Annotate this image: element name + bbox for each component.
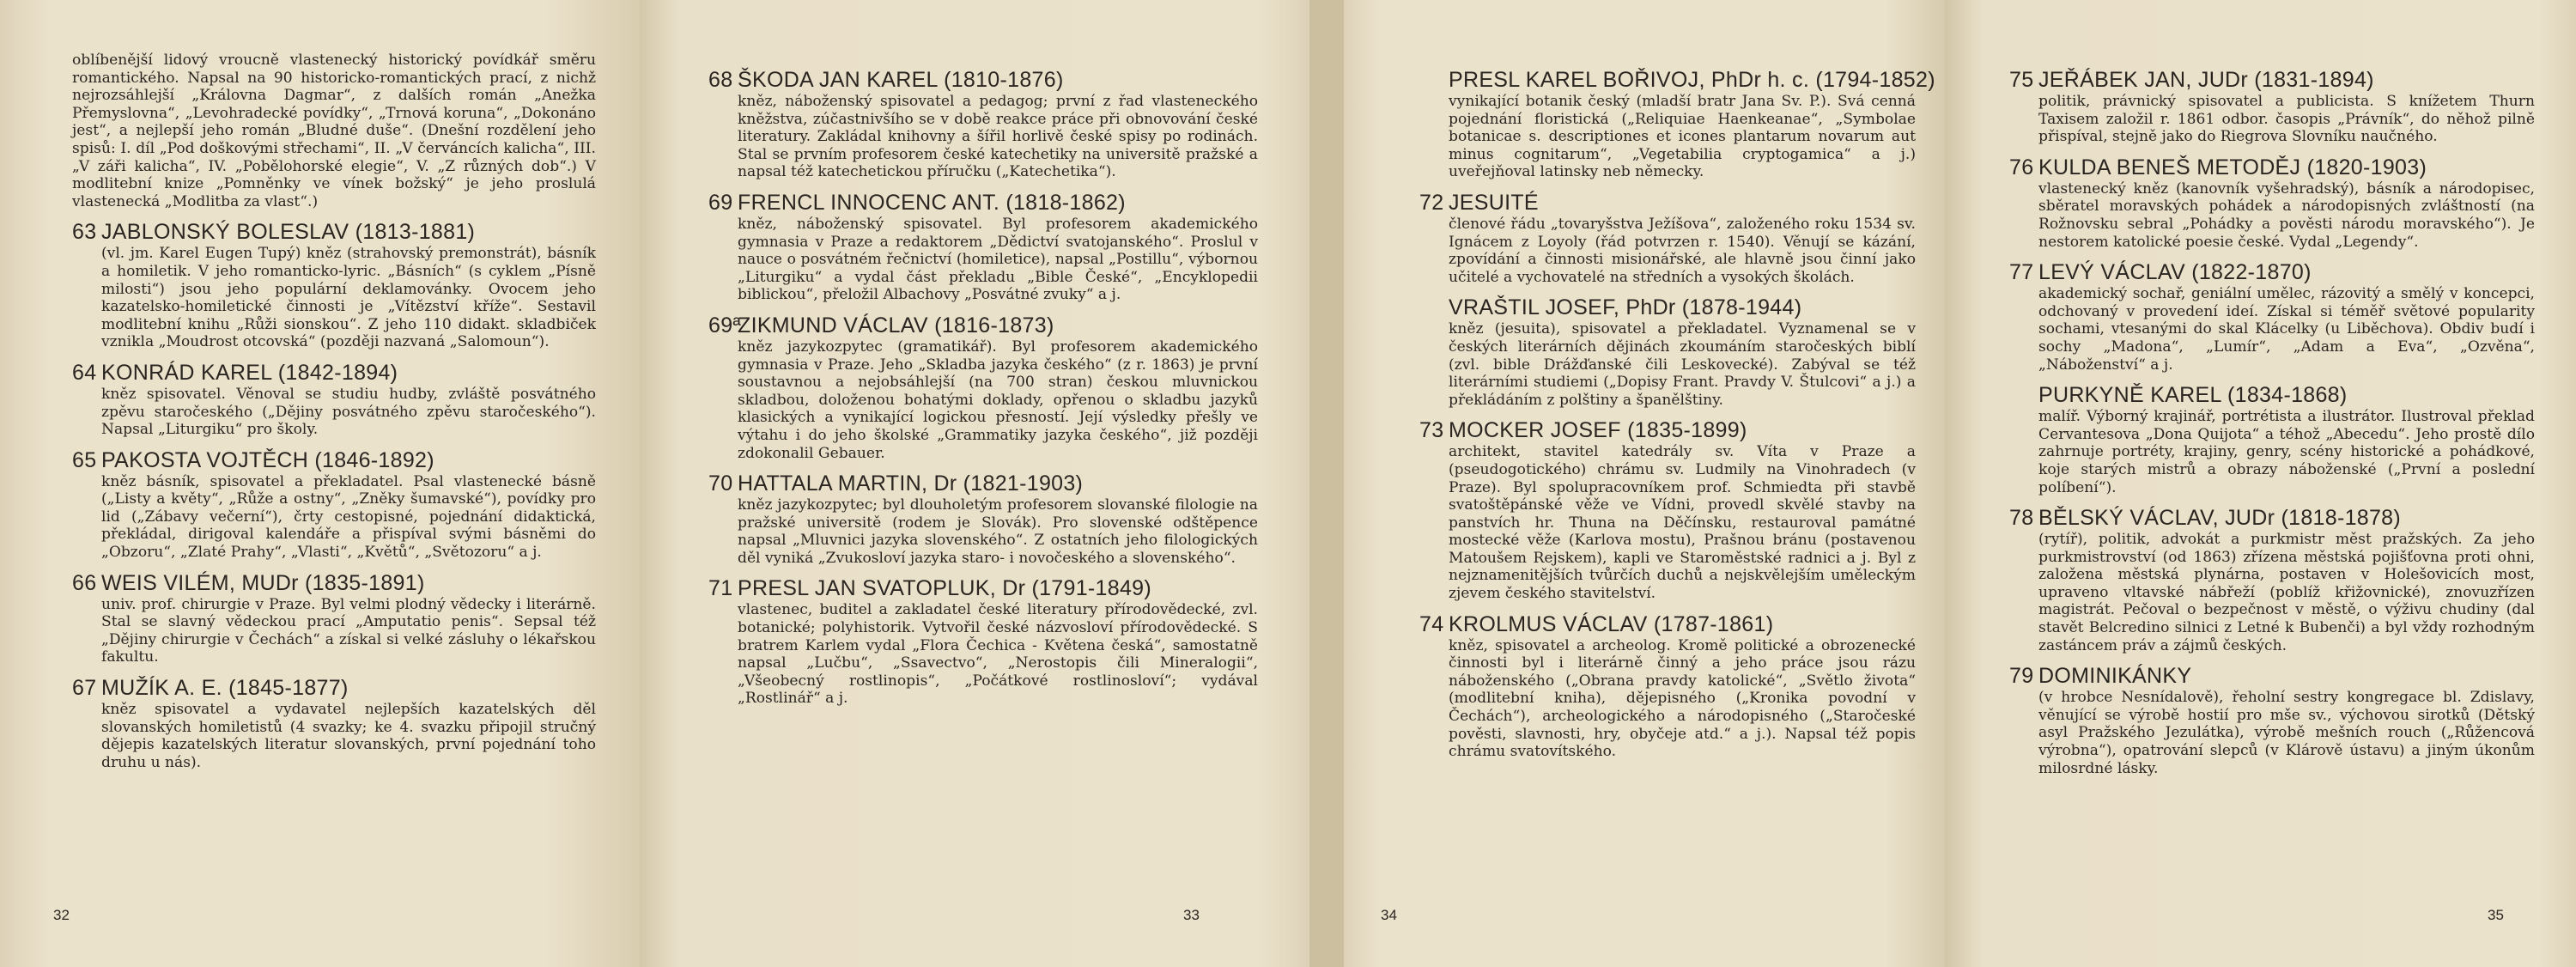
entry bbox=[1419, 611, 1916, 761]
entry-name: FRENCL INNOCENC ANT. (1818-1862) bbox=[738, 190, 1126, 215]
entry-number: 68 bbox=[708, 68, 733, 92]
entry bbox=[72, 675, 596, 771]
entry-text: politik, právnický spisovatel a publicista. S knížetem Thurn Taxisem založil r. 1861 odbor. časopis „Právník“, do něhož pilně přispíval, stejně jako do Riegrova Slovníku naučného. bbox=[2038, 93, 2535, 146]
entry-number: 79 bbox=[2009, 664, 2034, 689]
entry-number: 73 bbox=[1419, 418, 1444, 443]
entry-text: kněz spisovatel a vydavatel nejlepších kazatelských děl slovanských homiletistů (4 svazky; ke 4. svazku připojil stručný dějepis kazatelských literatur slovanských, první pojednání toho druhu u nás). bbox=[101, 701, 596, 771]
entry-name: JESUITÉ bbox=[1449, 190, 1539, 215]
entry-heading bbox=[2009, 155, 2535, 180]
entry-heading bbox=[1419, 611, 1916, 637]
entry-heading bbox=[2009, 663, 2535, 689]
entry-text: (v hrobce Nesnídalově), řeholní sestry kongregace bl. Zdislavy, věnující se výrobě hostií pro mše sv., výchovou sirotků (Dětský asyl Pražského Jezulátka), výrobě mešních rouch („Růžencová výrobna“), opatrování slepců (v Klárově ústavu) a jiným úkonům milosrdné lásky. bbox=[2038, 689, 2535, 777]
entry-heading bbox=[2009, 382, 2535, 408]
entry-name: VRAŠTIL JOSEF, PhDr (1878-1944) bbox=[1449, 295, 1802, 320]
page-number: 33 bbox=[1183, 907, 1200, 923]
entry-number: 65 bbox=[72, 447, 97, 472]
entry bbox=[2009, 259, 2535, 374]
entry-number: 77 bbox=[2009, 260, 2034, 285]
entry-heading bbox=[1419, 295, 1916, 320]
entry-heading bbox=[2009, 67, 2535, 93]
entry-heading bbox=[72, 447, 596, 473]
entry-number: 71 bbox=[708, 576, 733, 601]
page-35 bbox=[1945, 0, 2576, 967]
entry-text: kněz, spisovatel a archeolog. Kromě politické a obrozenecké činnosti byl i literárně činný a jeho práce jsou rázu náboženského („Obrana pravdy katolické“, „Světlo života“ (modlitební kniha), dějepisného („Kronika povodní v Čechách“), archeologického a národopisného („Staročeské pověsti, slavnosti, hry, obyčeje atd.“ a j.). Napsal též popis chrámu svatovítského. bbox=[1449, 636, 1916, 761]
entry-number: 70 bbox=[708, 471, 733, 496]
entry-text: vlastenecký kněz (kanovník vyšehradský), básník a národopisec, sběratel moravských pohádek a národopisných zvláštností (na Rožnovsku sebral „Pohádky a pověsti národu moravského“). Je nestorem katolické poesie české. Vydal „Legendy“. bbox=[2038, 179, 2535, 251]
page-number: 34 bbox=[1381, 907, 1397, 923]
entry-heading bbox=[708, 313, 1258, 338]
page-number: 35 bbox=[2488, 907, 2504, 923]
entry-heading bbox=[1419, 190, 1916, 216]
entry-name: BĚLSKÝ VÁCLAV, JUDr (1818-1878) bbox=[2038, 506, 2402, 531]
entry-text: kněz, náboženský spisovatel. Byl profesorem akademického gymnasia v Praze a redaktorem „Dědictví svatojanského“. Proslul v nauce o posvátném řečnictví (homiletice), napsal „Postillu“, výbornou „Liturgiku“ a vydal část překladu „Bible České“, „Encyklopedii biblickou“, přeložil Albachovy „Posvátné zvuky“ a j. bbox=[738, 215, 1258, 304]
entry-name: PAKOSTA VOJTĚCH (1846-1892) bbox=[101, 447, 434, 472]
entry-name: ŠKODA JAN KAREL (1810-1876) bbox=[738, 68, 1064, 92]
entry bbox=[708, 190, 1258, 304]
entry bbox=[708, 471, 1258, 567]
entry-text: kněz jazykozpytec (gramatikář). Byl profesorem akademického gymnasia v Praze. Jeho „Skladba jazyka českého“ (z r. 1863) je první soustavnou a nejobsáhlejší (na 700 stran) českou mluvnickou skladbou, doloženou bohatými doklady, opřenou o skladbu jazyků klasických a vynikající logickou přesností. Její výsledky přešly ve výtahu i do jeho školské „Grammatiky jazyka českého“, již později zdokonalil Gebauer. bbox=[738, 338, 1258, 462]
entry-name: JEŘÁBEK JAN, JUDr (1831-1894) bbox=[2038, 68, 2374, 92]
page-number: 32 bbox=[53, 907, 70, 923]
page-34 bbox=[1344, 0, 1945, 967]
entry bbox=[2009, 505, 2535, 654]
page-32 bbox=[0, 0, 640, 967]
entry-heading bbox=[72, 570, 596, 596]
entry-heading bbox=[1419, 417, 1916, 443]
entry-text: vlastenec, buditel a zakladatel české literatury přírodovědecké, zvl. botanické; polyhistorik. Vytvořil české názvosloví přírodovědecké. S bratrem Karlem vydal „Flora Čechica - Květena česká“, samostatně napsal „Lučbu“, „Ssavectvo“, „Nerostopis čili Mineralogii“, „Všeobecný rostlinopis“, „Počátkové rostlinosloví“; vydával „Rostlinář“ a j. bbox=[738, 601, 1258, 708]
entry bbox=[1419, 190, 1916, 286]
entry-heading bbox=[72, 219, 596, 245]
entry-number: 78 bbox=[2009, 506, 2034, 531]
entry-text: architekt, stavitel katedrály sv. Víta v Praze a (pseudogotického) chrámu sv. Ludmily na Vinohradech (v Praze). Byl spolupracovníkem prof. Schmiedta při stavbě svatoštěpánské věže ve Vídni, provedl skvělé stavby na panstvích hr. Thuna na Děčínsku, restauroval památné mostecké věže (Karlova mostu), Prašnou bránu (postavenou Matoušem Rejskem), kapli ve Staroměstské radnici a j. Byl z nejznamenitějších tvůrčích duchů a nejskvělejším uměleckým zjevem českého stavitelství. bbox=[1449, 443, 1916, 603]
entry-text: (vl. jm. Karel Eugen Tupý) kněz (strahovský premonstrát), básník a homiletik. V jeho romanticko-lyric. „Básních“ (s cyklem „Písně milosti“) jsou jeho populární deklamovánky. Ovocem jeho kazatelsko-homiletické činnosti je „Vítězství kříže“. Sestavil modlitební knihu „Růži sionskou“. Z jeho 110 didakt. skladbiček vznikla „Moudrost otcovská“ (později nazvaná „Salomoun“). bbox=[101, 245, 596, 351]
entry-number: 69 bbox=[708, 190, 733, 215]
entry bbox=[708, 575, 1258, 708]
entry-name: ZIKMUND VÁCLAV (1816-1873) bbox=[738, 313, 1054, 338]
entry bbox=[72, 447, 596, 562]
entry-number: 69ª bbox=[708, 313, 741, 338]
entry-text: oblíbenější lidový vroucně vlastenecký historický povídkář směru romantického. Napsal na 90 historicko-romantických prací, z nichž nejrozsáhlejší „Královna Dagmar“, z dalších román „Anežka Přemyslovna“, „Levohradecké povídky“, „Trnová koruna“, „Dokonáno jest“, a nejlepší jeho román „Bludné duše“. (Dnešní rozdělení jeho spisů: I. díl „Pod doškovými střechami“, II. „V červáncích kalicha“, III. „V záři kalicha“, IV. „Pobělohorské elegie“, V. „Z různých dob“.) V modlitební knize „Pomněnky ve vínek božský“ je jeho proslulá vlastenecká „Modlitba za vlast“.) bbox=[72, 52, 596, 210]
spread-gap bbox=[1309, 0, 1344, 967]
entry-text: členové řádu „tovaryšstva Ježíšova“, založeného roku 1534 sv. Ignácem z Loyoly (řád potvrzen r. 1540). Věnují se kázání, zpovídání a činnosti misionářské, ale hlavně jsou činní jako učitelé a vychovatelé na středních a vysokých školách. bbox=[1449, 215, 1916, 286]
entry-number: 72 bbox=[1419, 190, 1444, 215]
entry-number: 67 bbox=[72, 676, 97, 701]
entry-text: malíř. Výborný krajinář, portrétista a ilustrátor. Ilustroval překlad Cervantesova „Dona Quijota“ a téhož „Abecedu“. Jeho prostě dílo zahrnuje portréty, krajiny, genry, scény historické a pohádkové, koje starých mistrů a obrazy náboženské („První a poslední políbení“). bbox=[2038, 408, 2535, 496]
entry bbox=[2009, 382, 2535, 496]
entry-number: 74 bbox=[1419, 611, 1444, 636]
entry bbox=[1419, 417, 1916, 602]
entry-name: MUŽÍK A. E. (1845-1877) bbox=[101, 676, 349, 701]
entry-name: PURKYNĚ KAREL (1834-1868) bbox=[2038, 383, 2348, 408]
entry-text: kněz spisovatel. Věnoval se studiu hudby, zvláště posvátného zpěvu staročeského („Dějiny posvátného zpěvu staročeského“). Napsal „Liturgiku“ pro školy. bbox=[101, 385, 596, 439]
entry-name: KROLMUS VÁCLAV (1787-1861) bbox=[1449, 611, 1774, 636]
text-column bbox=[1419, 67, 1935, 769]
entry-text: kněz básník, spisovatel a překladatel. Psal vlastenecké básně („Listy a květy“, „Růže a ostny“, „Zněky šumavské“), povídky pro lid („Zábavy večerní“), črty cestopisné, pojednání didaktická, překládal, dirigoval kalendáře a přispíval svými básněmi do „Obzoru“, „Zlaté Prahy“, „Vlasti“, „Květů“, „Světozoru“ a j. bbox=[101, 472, 596, 562]
entry-name: JABLONSKÝ BOLESLAV (1813-1881) bbox=[101, 220, 476, 245]
entry-name: KULDA BENEŠ METODĚJ (1820-1903) bbox=[2038, 155, 2427, 179]
entry-name: PRESL JAN SVATOPLUK, Dr (1791-1849) bbox=[738, 576, 1151, 601]
page-33 bbox=[640, 0, 1309, 967]
entry-name: DOMINIKÁNKY bbox=[2038, 664, 2192, 689]
entry-name: LEVÝ VÁCLAV (1822-1870) bbox=[2038, 260, 2312, 285]
entry-heading bbox=[708, 575, 1258, 601]
entry bbox=[72, 360, 596, 439]
entry-text: akademický sochař, geniální umělec, rázovitý a smělý v koncepci, odchovaný v provedení ideí. Získal si téměř světové popularity sochami, vtesanými do skal Klácelky (u Liběchova). Obdiv budí i sochy „Madona“, „Lumír“, „Adam a Eva“, „Ozvěna“, „Náboženství“ a j. bbox=[2038, 285, 2535, 374]
text-column bbox=[2009, 67, 2535, 786]
text-column bbox=[708, 67, 1258, 716]
entry-heading bbox=[2009, 259, 2535, 285]
entry-number: 63 bbox=[72, 220, 97, 245]
entry-text: kněz (jesuita), spisovatel a překladatel. Vyznamenal se v českých literárních dějinách zkoumáním staročeských biblí (zvl. bible Drážďanské čili Leskovecké). Zabýval se též literárními studiemi („Dopisy Frant. Pravdy V. Štulcovi“ a j.) a překládáním z polštiny a španělštiny. bbox=[1449, 320, 1916, 409]
entry-text: vynikající botanik český (mladší bratr Jana Sv. P.). Svá cenná pojednání floristická („Reliquiae Haenkeanae“, „Symbolae botanicae s. descriptiones et icones plantarum novarum aut minus cognitarum“, „Vegetabilia cryptogamica“ a j.) uveřejňoval latinsky neb německy. bbox=[1449, 93, 1916, 181]
entry bbox=[708, 313, 1258, 462]
entry bbox=[2009, 155, 2535, 251]
entry bbox=[1419, 67, 1935, 181]
entry-name: HATTALA MARTIN, Dr (1821-1903) bbox=[738, 471, 1084, 496]
entry-name: WEIS VILÉM, MUDr (1835-1891) bbox=[101, 570, 425, 595]
entry bbox=[72, 52, 596, 210]
text-column bbox=[72, 52, 596, 780]
entry-name: MOCKER JOSEF (1835-1899) bbox=[1449, 418, 1747, 443]
entry-number: 64 bbox=[72, 360, 97, 385]
entry-number: 75 bbox=[2009, 68, 2034, 92]
entry-name: KONRÁD KAREL (1842-1894) bbox=[101, 360, 398, 385]
entry-heading bbox=[72, 360, 596, 386]
entry-number: 76 bbox=[2009, 155, 2034, 179]
entry-text: kněz jazykozpytec; byl dlouholetým profesorem slovanské filologie na pražské universitě (rodem je Slovák). Pro slovenské odštěpence napsal „Mluvnici jazyka slovenského“. Z ostatních jeho filologických děl vyniká „Zvukosloví jazyka staro- i novočeského a slovenského“. bbox=[738, 496, 1258, 567]
entry bbox=[1419, 295, 1916, 409]
entry-heading bbox=[72, 675, 596, 701]
entry-heading bbox=[708, 67, 1258, 93]
entry bbox=[72, 570, 596, 666]
entry-heading bbox=[708, 190, 1258, 216]
entry-text: univ. prof. chirurgie v Praze. Byl velmi plodný vědecky i literárně. Stal se slavný vědeckou prací „Amputatio penis“. Sepsal též „Dějiny chirurgie v Čechách“ a získal si velké zásluhy o lékařskou fakultu. bbox=[101, 595, 596, 666]
entry-name: PRESL KAREL BOŘIVOJ, PhDr h. c. (1794-1852) bbox=[1449, 68, 1935, 92]
entry bbox=[72, 219, 596, 351]
entry-text: (rytíř), politik, advokát a purkmistr měst pražských. Za jeho purkmistrovství (od 1863) zřízena městská pojišťovna proti ohni, založena městská plynárna, postaven v Holešovicích most, upraveno vltavské nábřeží (poblíž křižovnické), znovuzřízen magistrát. Pečoval o bezpečnost v městě, o výživu chudiny (dal stavět Belcredino silnici z Letné k Bubenči) a byl vždy rozhodným zastáncem práv a zájmů českých. bbox=[2038, 531, 2535, 654]
entry-heading bbox=[2009, 505, 2535, 531]
entry-heading bbox=[1419, 67, 1935, 93]
entry bbox=[2009, 67, 2535, 146]
entry-text: kněz, náboženský spisovatel a pedagog; první z řad vlasteneckého kněžstva, zúčastnivšího se v době reakce práce při obnovování české literatury. Zakládal knihovny a šířil horlivě české spisy po rodinách. Stal se prvním profesorem české katechetiky na universitě pražské a napsal též katechetickou příručku („Katechetika“). bbox=[738, 93, 1258, 181]
entry-heading bbox=[708, 471, 1258, 496]
entry-number: 66 bbox=[72, 570, 97, 595]
entry bbox=[708, 67, 1258, 181]
entry bbox=[2009, 663, 2535, 777]
